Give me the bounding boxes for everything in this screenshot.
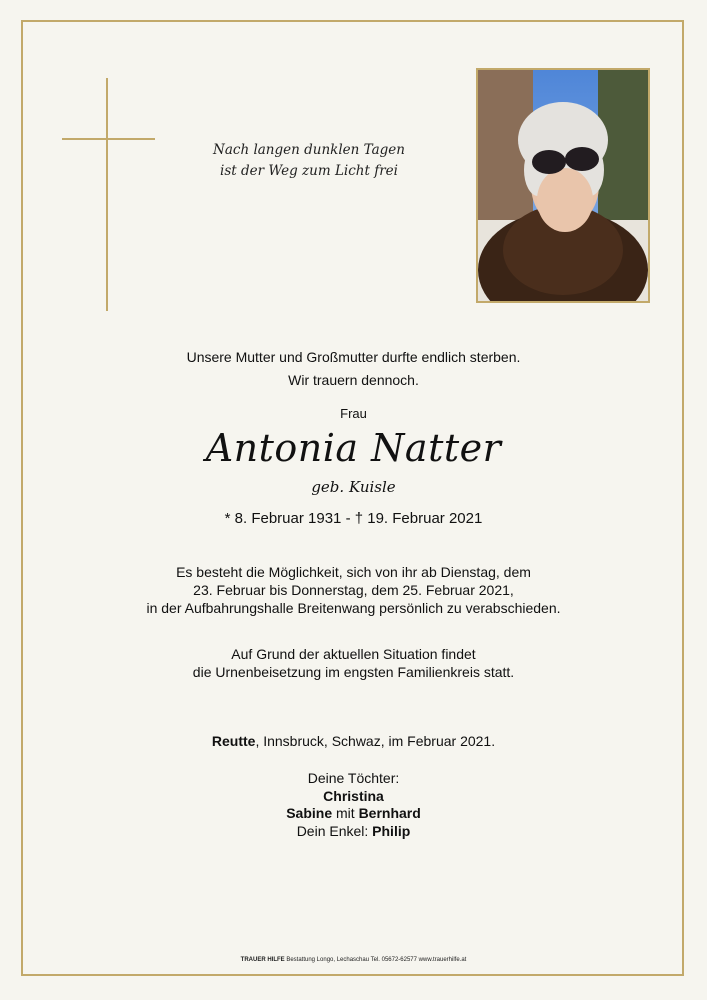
mourner-name-2b: Bernhard (358, 805, 421, 821)
grandchild-name: Philip (372, 822, 411, 839)
grandchild-label: Dein Enkel: (296, 822, 373, 839)
deceased-name: Antonia Natter (205, 426, 502, 470)
footer-imprint (0, 957, 707, 963)
cross-horizontal (62, 138, 155, 140)
mourner-name-1: Christina (323, 787, 384, 804)
footer-brand: TRAUER HILFE (240, 957, 285, 963)
mourners-list (60, 770, 647, 840)
farewell-line-3: in der Aufbahrungshalle Breitenwang persönlich zu verabschieden. (146, 600, 561, 616)
burial-line-2: die Urnenbeisetzung im engsten Familienkreis statt. (192, 664, 515, 680)
farewell-line-2: 23. Februar bis Donnerstag, dem 25. Februar 2021, (193, 582, 514, 598)
footer-text: Bestattung Longo, Lechaschau Tel. 05672-62577 www.trauerhilfe.at (284, 957, 467, 963)
salutation: Frau (340, 406, 367, 421)
memorial-quote (196, 140, 422, 182)
portrait-image (478, 70, 648, 301)
quote-line-1: Nach langen dunklen Tagen (213, 142, 405, 158)
intro-text (60, 346, 647, 392)
mourner-name-2a: Sabine (286, 805, 333, 821)
burial-line-1: Auf Grund der aktuellen Situation findet (231, 646, 476, 662)
place-rest: , Innsbruck, Schwaz, im Februar 2021. (255, 733, 496, 749)
quote-line-2: ist der Weg zum Licht frei (220, 163, 398, 179)
intro-line-1: Unsere Mutter und Großmutter durfte endlich sterben. (186, 349, 521, 365)
farewell-line-1: Es besteht die Möglichkeit, sich von ihr ab Dienstag, dem (176, 564, 531, 580)
place-bold: Reutte (211, 733, 256, 749)
place-date (60, 733, 647, 749)
portrait-photo (476, 68, 650, 303)
intro-line-2: Wir trauern dennoch. (288, 372, 419, 388)
life-dates: * 8. Februar 1931 - † 19. Februar 2021 (224, 510, 483, 527)
farewell-text (60, 563, 647, 617)
burial-text (60, 645, 647, 681)
mourner-connector: mit (332, 805, 359, 821)
cross-vertical (106, 78, 108, 311)
mourners-heading: Deine Töchter: (307, 770, 400, 786)
birth-name: geb. Kuisle (311, 478, 396, 496)
